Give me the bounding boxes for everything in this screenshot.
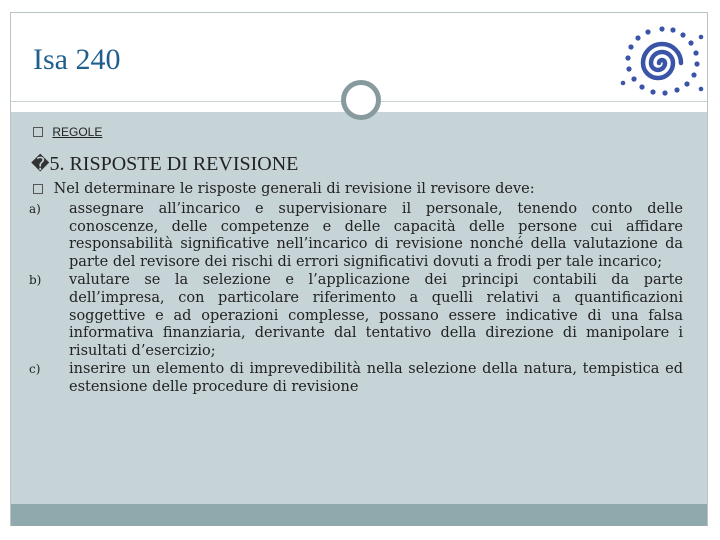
item-text: inserire un elemento di imprevedibilità nella selezione della natura, tempistica ed estensione delle procedure di revisione <box>69 361 683 395</box>
intro-line <box>33 181 535 197</box>
list-item <box>29 361 683 396</box>
list-item <box>29 272 683 360</box>
list-item <box>29 201 683 271</box>
item-list <box>29 201 683 398</box>
square-bullet-icon <box>33 184 43 194</box>
item-label: a) <box>29 202 41 216</box>
section-label-text: REGOLE <box>52 124 103 139</box>
heading-bullet: � <box>31 154 50 175</box>
item-text: valutare se la selezione e l’applicazione dei principi contabili da parte dell’impresa, con particolare riferimento a quelli relativi a quantificazioni soggettive e ad operazioni complesse, possano essere indicative di una falsa informativa finanziaria, derivante dal tentativo della direzione di manipolare i risultati d’esercizio; <box>69 272 683 359</box>
item-text: assegnare all’incarico e supervisionare il personale, tenendo conto delle conoscenze, delle competenze e delle capacità delle persone cui affidare responsabilità significative nell’incarico di revisione nonché della valutazione da parte del revisore dei rischi di errori significativi dovuti a frodi per tale incarico; <box>69 201 683 270</box>
spiral-dots-logo-icon <box>617 23 707 105</box>
section-heading-text: 5. RISPOSTE DI REVISIONE <box>49 153 299 175</box>
slide-title: Isa 240 <box>33 43 121 76</box>
item-label: c) <box>29 362 41 377</box>
slide <box>10 12 708 526</box>
square-bullet-icon <box>33 127 43 137</box>
footer-bar <box>11 504 707 526</box>
section-heading <box>31 153 298 176</box>
item-label: b) <box>29 273 42 288</box>
section-label <box>33 124 102 139</box>
ring-icon <box>341 80 381 120</box>
intro-text: Nel determinare le risposte generali di revisione il revisore deve: <box>53 181 535 197</box>
